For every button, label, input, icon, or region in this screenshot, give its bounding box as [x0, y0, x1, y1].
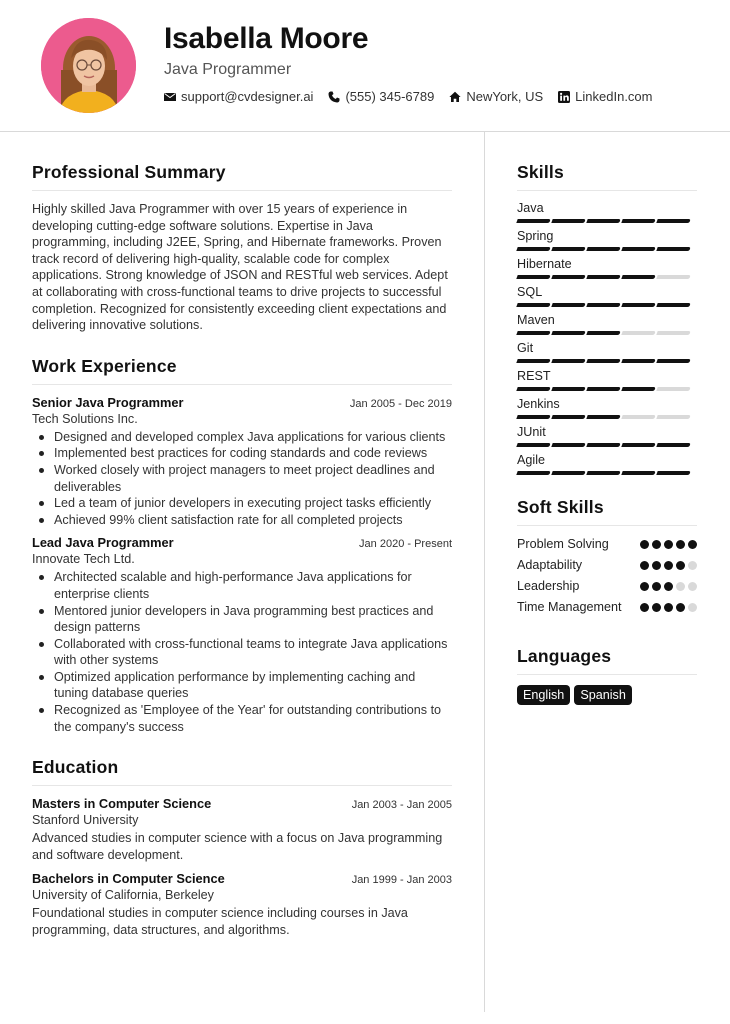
- candidate-role: Java Programmer: [164, 61, 292, 78]
- skill-name: Agile: [517, 453, 546, 467]
- skill-name: JUnit: [517, 425, 546, 439]
- phone-icon: [328, 91, 340, 103]
- contact-email[interactable]: [164, 89, 313, 104]
- bullet-item: Recognized as 'Employee of the Year' for outstanding contributions to the company's success: [32, 702, 452, 735]
- candidate-name: Isabella Moore: [164, 22, 369, 55]
- soft-skill-name: Leadership: [517, 579, 580, 593]
- location-text: NewYork, US: [466, 89, 544, 104]
- rating-dot: [676, 561, 685, 570]
- skill-level-segment: [516, 303, 550, 307]
- rating-dot: [652, 540, 661, 549]
- summary-heading: Professional Summary: [32, 162, 452, 191]
- skill-level-bar: [517, 443, 697, 447]
- skill-level-segment: [656, 387, 690, 391]
- soft-skills-section: [517, 497, 697, 616]
- email-text: support@cvdesigner.ai: [181, 89, 314, 104]
- bullet-item: Achieved 99% client satisfaction rate for all completed projects: [32, 512, 452, 529]
- skill-level-segment: [586, 471, 620, 475]
- main-column: [32, 162, 452, 961]
- avatar: [41, 18, 136, 113]
- skill-level-segment: [551, 387, 585, 391]
- education-entry: [32, 871, 452, 938]
- soft-skill-rating: [640, 557, 697, 570]
- skill-level-segment: [621, 359, 655, 363]
- skill-level-segment: [551, 219, 585, 223]
- skill-level-bar: [517, 275, 697, 279]
- bullet-item: Designed and developed complex Java applications for various clients: [32, 429, 452, 446]
- skill-level-segment: [656, 219, 690, 223]
- skill-item: [517, 229, 697, 251]
- linkedin-text: LinkedIn.com: [575, 89, 653, 104]
- job-company: Tech Solutions Inc.: [32, 411, 138, 426]
- skills-list: [517, 201, 697, 475]
- skill-level-segment: [586, 247, 620, 251]
- skill-name: Spring: [517, 229, 554, 243]
- skill-item: [517, 397, 697, 419]
- soft-skills-list: [517, 536, 697, 616]
- skill-level-segment: [656, 247, 690, 251]
- rating-dot: [640, 603, 649, 612]
- languages-list: [517, 685, 697, 705]
- skill-name: REST: [517, 369, 551, 383]
- job-company: Innovate Tech Ltd.: [32, 552, 135, 567]
- skill-name: Maven: [517, 313, 555, 327]
- education-date: Jan 1999 - Jan 2003: [351, 874, 452, 887]
- portrait-image: [41, 18, 136, 113]
- rating-dot: [688, 561, 697, 570]
- skill-level-segment: [621, 415, 655, 419]
- bullet-item: Collaborated with cross-functional teams to integrate Java applications with other systems: [32, 636, 452, 669]
- contact-location: [449, 89, 543, 104]
- job-date: Jan 2020 - Present: [359, 538, 452, 551]
- skill-level-segment: [551, 247, 585, 251]
- skill-level-segment: [656, 359, 690, 363]
- degree-title: Masters in Computer Science: [32, 796, 212, 812]
- phone-text: (555) 345-6789: [345, 89, 435, 104]
- skill-level-segment: [656, 331, 690, 335]
- rating-dot: [640, 561, 649, 570]
- skill-level-segment: [586, 387, 620, 391]
- skill-level-segment: [656, 303, 690, 307]
- skill-level-segment: [551, 415, 585, 419]
- contact-phone[interactable]: [328, 89, 434, 104]
- skill-level-bar: [517, 359, 697, 363]
- skill-level-segment: [551, 331, 585, 335]
- summary-section: [32, 162, 452, 334]
- skill-level-bar: [517, 303, 697, 307]
- rating-dot: [664, 540, 673, 549]
- soft-skill-item: [517, 536, 697, 553]
- school-name: Stanford University: [32, 813, 139, 828]
- rating-dot: [688, 582, 697, 591]
- skill-level-bar: [517, 219, 697, 223]
- soft-skill-name: Adaptability: [517, 558, 583, 572]
- bullet-item: Optimized application performance by implementing caching and tuning database queries: [32, 669, 452, 702]
- skill-level-segment: [551, 359, 585, 363]
- skill-level-segment: [551, 275, 585, 279]
- soft-skill-item: [517, 578, 697, 595]
- education-section: [32, 757, 452, 938]
- skill-level-segment: [516, 415, 550, 419]
- education-heading: Education: [32, 757, 452, 786]
- summary-text: Highly skilled Java Programmer with over 15 years of experience in developing cutting-edge software solutions. Expertise in Java programming, including J2EE, Spring, and Hibernate frameworks. Proven track record of delivering high-quality, scalable code for complex applications. Strong knowledge of JSON and RESTful web services. Adept at collaborating with cross-functional teams to drive projects to successful completion. Recognized for consistently exceeding client expectations and delivering innovative solutions.: [32, 202, 448, 333]
- sidebar-column: [517, 162, 697, 727]
- soft-skill-rating: [640, 599, 697, 612]
- skill-item: [517, 453, 697, 475]
- skill-level-bar: [517, 247, 697, 251]
- rating-dot: [652, 561, 661, 570]
- skill-level-segment: [621, 387, 655, 391]
- rating-dot: [676, 540, 685, 549]
- skill-level-bar: [517, 387, 697, 391]
- skill-level-segment: [516, 471, 550, 475]
- soft-skill-name: Problem Solving: [517, 537, 609, 551]
- skill-item: [517, 257, 697, 279]
- job-title: Lead Java Programmer: [32, 535, 174, 551]
- education-date: Jan 2003 - Jan 2005: [351, 799, 452, 812]
- rating-dot: [640, 540, 649, 549]
- rating-dot: [640, 582, 649, 591]
- skills-heading: Skills: [517, 162, 697, 191]
- job-bullets: [32, 569, 452, 735]
- rating-dot: [652, 603, 661, 612]
- skill-item: [517, 285, 697, 307]
- envelope-icon: [164, 91, 176, 103]
- skill-level-segment: [621, 471, 655, 475]
- skill-item: [517, 425, 697, 447]
- skill-level-segment: [621, 331, 655, 335]
- degree-title: Bachelors in Computer Science: [32, 871, 225, 887]
- skill-name: Jenkins: [517, 397, 560, 411]
- language-tag: English: [517, 685, 570, 705]
- resume-header: [0, 0, 730, 132]
- linkedin-icon: [558, 91, 570, 103]
- job-bullets: [32, 429, 452, 529]
- bullet-item: Architected scalable and high-performance Java applications for enterprise clients: [32, 569, 452, 602]
- rating-dot: [664, 603, 673, 612]
- job-title: Senior Java Programmer: [32, 394, 184, 410]
- skill-level-segment: [551, 443, 585, 447]
- education-description: Advanced studies in computer science with a focus on Java programming and software development.: [32, 831, 443, 862]
- skill-level-bar: [517, 415, 697, 419]
- experience-heading: Work Experience: [32, 356, 452, 385]
- bullet-item: Led a team of junior developers in executing project tasks efficiently: [32, 495, 452, 512]
- skill-level-segment: [551, 303, 585, 307]
- rating-dot: [652, 582, 661, 591]
- column-divider: [484, 132, 485, 1012]
- bullet-item: Worked closely with project managers to meet project deadlines and deliverables: [32, 462, 452, 495]
- bullet-item: Mentored junior developers in Java programming best practices and design patterns: [32, 603, 452, 636]
- soft-skill-item: [517, 557, 697, 574]
- soft-skills-heading: Soft Skills: [517, 497, 697, 526]
- skill-level-segment: [656, 471, 690, 475]
- skills-section: [517, 162, 697, 475]
- languages-heading: Languages: [517, 646, 697, 675]
- rating-dot: [688, 540, 697, 549]
- skill-level-segment: [586, 303, 620, 307]
- skill-level-segment: [586, 415, 620, 419]
- skill-level-segment: [516, 443, 550, 447]
- skill-name: Hibernate: [517, 257, 572, 271]
- education-description: Foundational studies in computer science including courses in Java programming, data structures, and algorithms.: [32, 906, 408, 938]
- rating-dot: [676, 603, 685, 612]
- school-name: University of California, Berkeley: [32, 888, 214, 903]
- skill-level-segment: [516, 275, 550, 279]
- skill-level-segment: [586, 219, 620, 223]
- skill-level-segment: [621, 303, 655, 307]
- job-date: Jan 2005 - Dec 2019: [349, 397, 452, 410]
- rating-dot: [664, 582, 673, 591]
- skill-level-segment: [621, 275, 655, 279]
- language-tag: Spanish: [574, 685, 632, 705]
- soft-skill-rating: [640, 578, 697, 591]
- skill-item: [517, 369, 697, 391]
- soft-skill-item: [517, 599, 697, 616]
- contact-linkedin[interactable]: [558, 89, 652, 104]
- skill-level-segment: [586, 275, 620, 279]
- languages-section: [517, 646, 697, 705]
- rating-dot: [676, 582, 685, 591]
- skill-level-segment: [516, 387, 550, 391]
- skill-level-segment: [656, 443, 690, 447]
- skill-level-segment: [551, 471, 585, 475]
- soft-skill-name: Time Management: [517, 600, 622, 614]
- contact-row: [164, 89, 668, 104]
- skill-level-segment: [516, 359, 550, 363]
- skill-name: Java: [517, 201, 544, 215]
- skill-level-segment: [621, 443, 655, 447]
- skill-level-segment: [516, 247, 550, 251]
- education-entry: [32, 796, 452, 863]
- skill-level-bar: [517, 471, 697, 475]
- skill-level-segment: [586, 359, 620, 363]
- skill-level-segment: [586, 331, 620, 335]
- skill-name: SQL: [517, 285, 543, 299]
- skill-level-segment: [621, 219, 655, 223]
- skill-level-segment: [516, 219, 550, 223]
- soft-skill-rating: [640, 536, 697, 549]
- skill-level-segment: [586, 443, 620, 447]
- skill-item: [517, 201, 697, 223]
- skill-item: [517, 313, 697, 335]
- home-icon: [449, 91, 461, 103]
- bullet-item: Implemented best practices for coding standards and code reviews: [32, 445, 452, 462]
- experience-section: [32, 356, 452, 736]
- job-entry: [32, 395, 452, 529]
- rating-dot: [664, 561, 673, 570]
- skill-level-segment: [656, 275, 690, 279]
- skill-level-segment: [516, 331, 550, 335]
- rating-dot: [688, 603, 697, 612]
- skill-name: Git: [517, 341, 534, 355]
- skill-level-segment: [621, 247, 655, 251]
- skill-level-bar: [517, 331, 697, 335]
- skill-level-segment: [656, 415, 690, 419]
- job-entry: [32, 535, 452, 735]
- skill-item: [517, 341, 697, 363]
